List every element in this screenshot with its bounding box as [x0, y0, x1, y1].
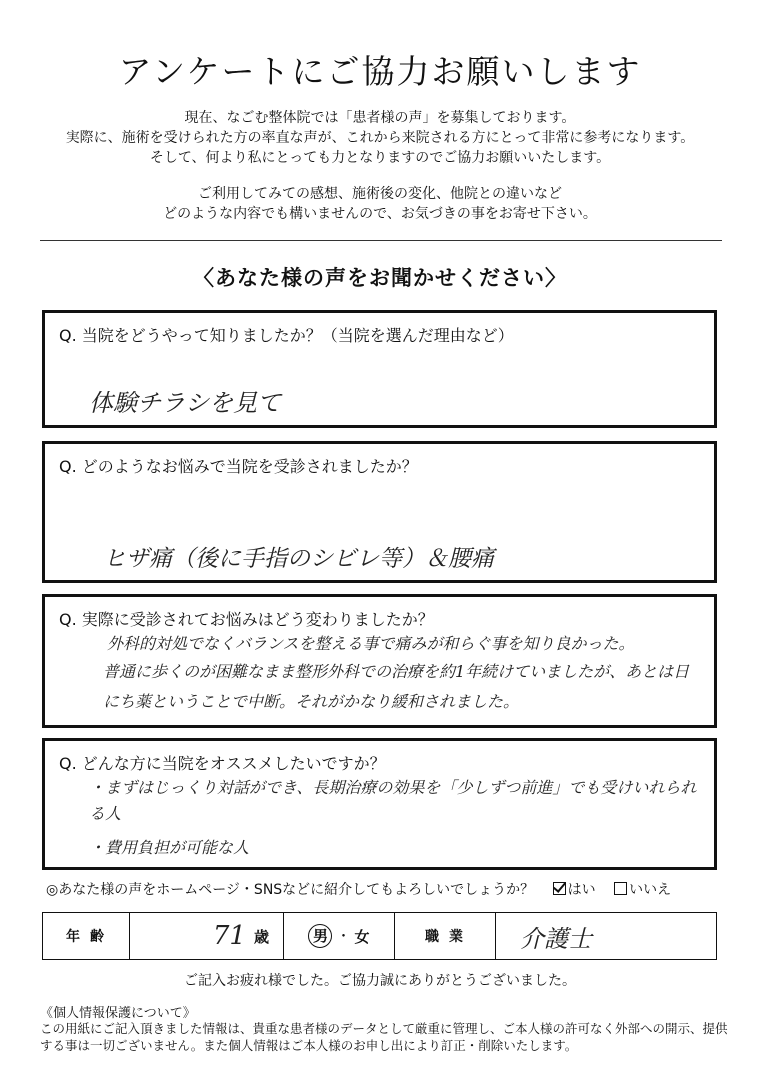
survey-title: アンケートにご協力お願いします — [118, 52, 642, 91]
gender-separator: ・ — [336, 929, 351, 945]
intro-paragraph-2 — [0, 184, 760, 224]
age-value: 71 — [212, 921, 246, 951]
job-label-cell — [395, 913, 496, 959]
answer-handwritten: 普通に歩くのが困難なまま整形外科での治療を約1年続けていましたが、あとは日にち薬ということで中断。それがかなり緩和されました。 — [103, 662, 690, 711]
section-heading: 〈あなた様の声をお聞かせください〉 — [193, 266, 567, 290]
question-text: Q. どのようなお悩みで当院を受診されましたか？ — [59, 457, 418, 476]
question-text: Q. 実際に受診されてお悩みはどう変わりましたか？ — [59, 610, 434, 629]
answer-handwritten: ・費用負担が可能な人 — [89, 838, 250, 857]
question-box-2 — [42, 441, 717, 583]
intro-line: 現在、なごむ整体院では「患者様の声」を募集しております。 — [184, 110, 576, 126]
privacy-title: 《個人情報保護について》 — [40, 1006, 196, 1021]
no-label: いいえ — [629, 882, 672, 898]
age-value-cell — [130, 913, 284, 959]
yes-label: はい — [567, 882, 596, 898]
question-box-4 — [42, 738, 717, 870]
job-value: 介護士 — [520, 924, 592, 953]
question-box-1 — [42, 310, 717, 428]
profile-table — [42, 912, 717, 960]
intro-line: どのような内容でも構いませんので、お気づきの事をお寄せ下さい。 — [163, 206, 597, 222]
intro-paragraph — [0, 108, 760, 168]
question-box-3 — [42, 594, 717, 728]
answer-handwritten: 外科的対処でなくバランスを整える事で痛みが和らぐ事を知り良かった。 — [107, 634, 635, 653]
yes-checkbox[interactable] — [553, 882, 566, 895]
answer-handwritten: 体験チラシを見て — [89, 389, 281, 417]
no-checkbox[interactable] — [614, 882, 627, 895]
age-unit: 歳 — [253, 927, 269, 946]
question-text: Q. どんな方に当院をオススメしたいですか？ — [59, 754, 386, 773]
thanks-message: ご記入お疲れ様でした。ご協力誠にありがとうございました。 — [184, 973, 576, 989]
answer-handwritten: ヒザ痛（後に手指のシビレ等）＆腰痛 — [103, 546, 494, 572]
gender-male-circled: 男 — [308, 924, 332, 948]
sns-consent — [46, 879, 671, 899]
answer-handwritten: ・まずはじっくり対話ができ、長期治療の効果を「少しずつ前進」でも受けいれられる人 — [89, 778, 697, 823]
divider — [40, 240, 722, 241]
question-text: Q. 当院をどうやって知りましたか？（当院を選んだ理由など） — [59, 326, 514, 345]
sns-question: ◎あなた様の声をホームページ・SNSなどに紹介してもよろしいでしょうか？ — [46, 882, 535, 898]
gender-female: 女 — [354, 927, 370, 946]
job-value-cell — [496, 913, 716, 959]
privacy-text: この用紙にご記入頂きました情報は、貴重な患者様のデータとして厳重に管理し、ご本人様の許可なく外部への開示、提供する事は一切ございません。また個人情報はご本人様のお申し出により訂正・削除いたします。 — [40, 1021, 728, 1053]
age-label: 年齢 — [66, 929, 114, 945]
age-label-cell — [43, 913, 130, 959]
intro-line: そして、何より私にとっても力となりますのでご協力お願いいたします。 — [149, 150, 611, 166]
gender-cell — [284, 913, 395, 959]
intro-line: 実際に、施術を受けられた方の率直な声が、これから来院される方にとって非常に参考になります。 — [65, 130, 695, 146]
intro-line: ご利用してみての感想、施術後の変化、他院との違いなど — [198, 186, 562, 202]
job-label: 職業 — [425, 929, 473, 945]
